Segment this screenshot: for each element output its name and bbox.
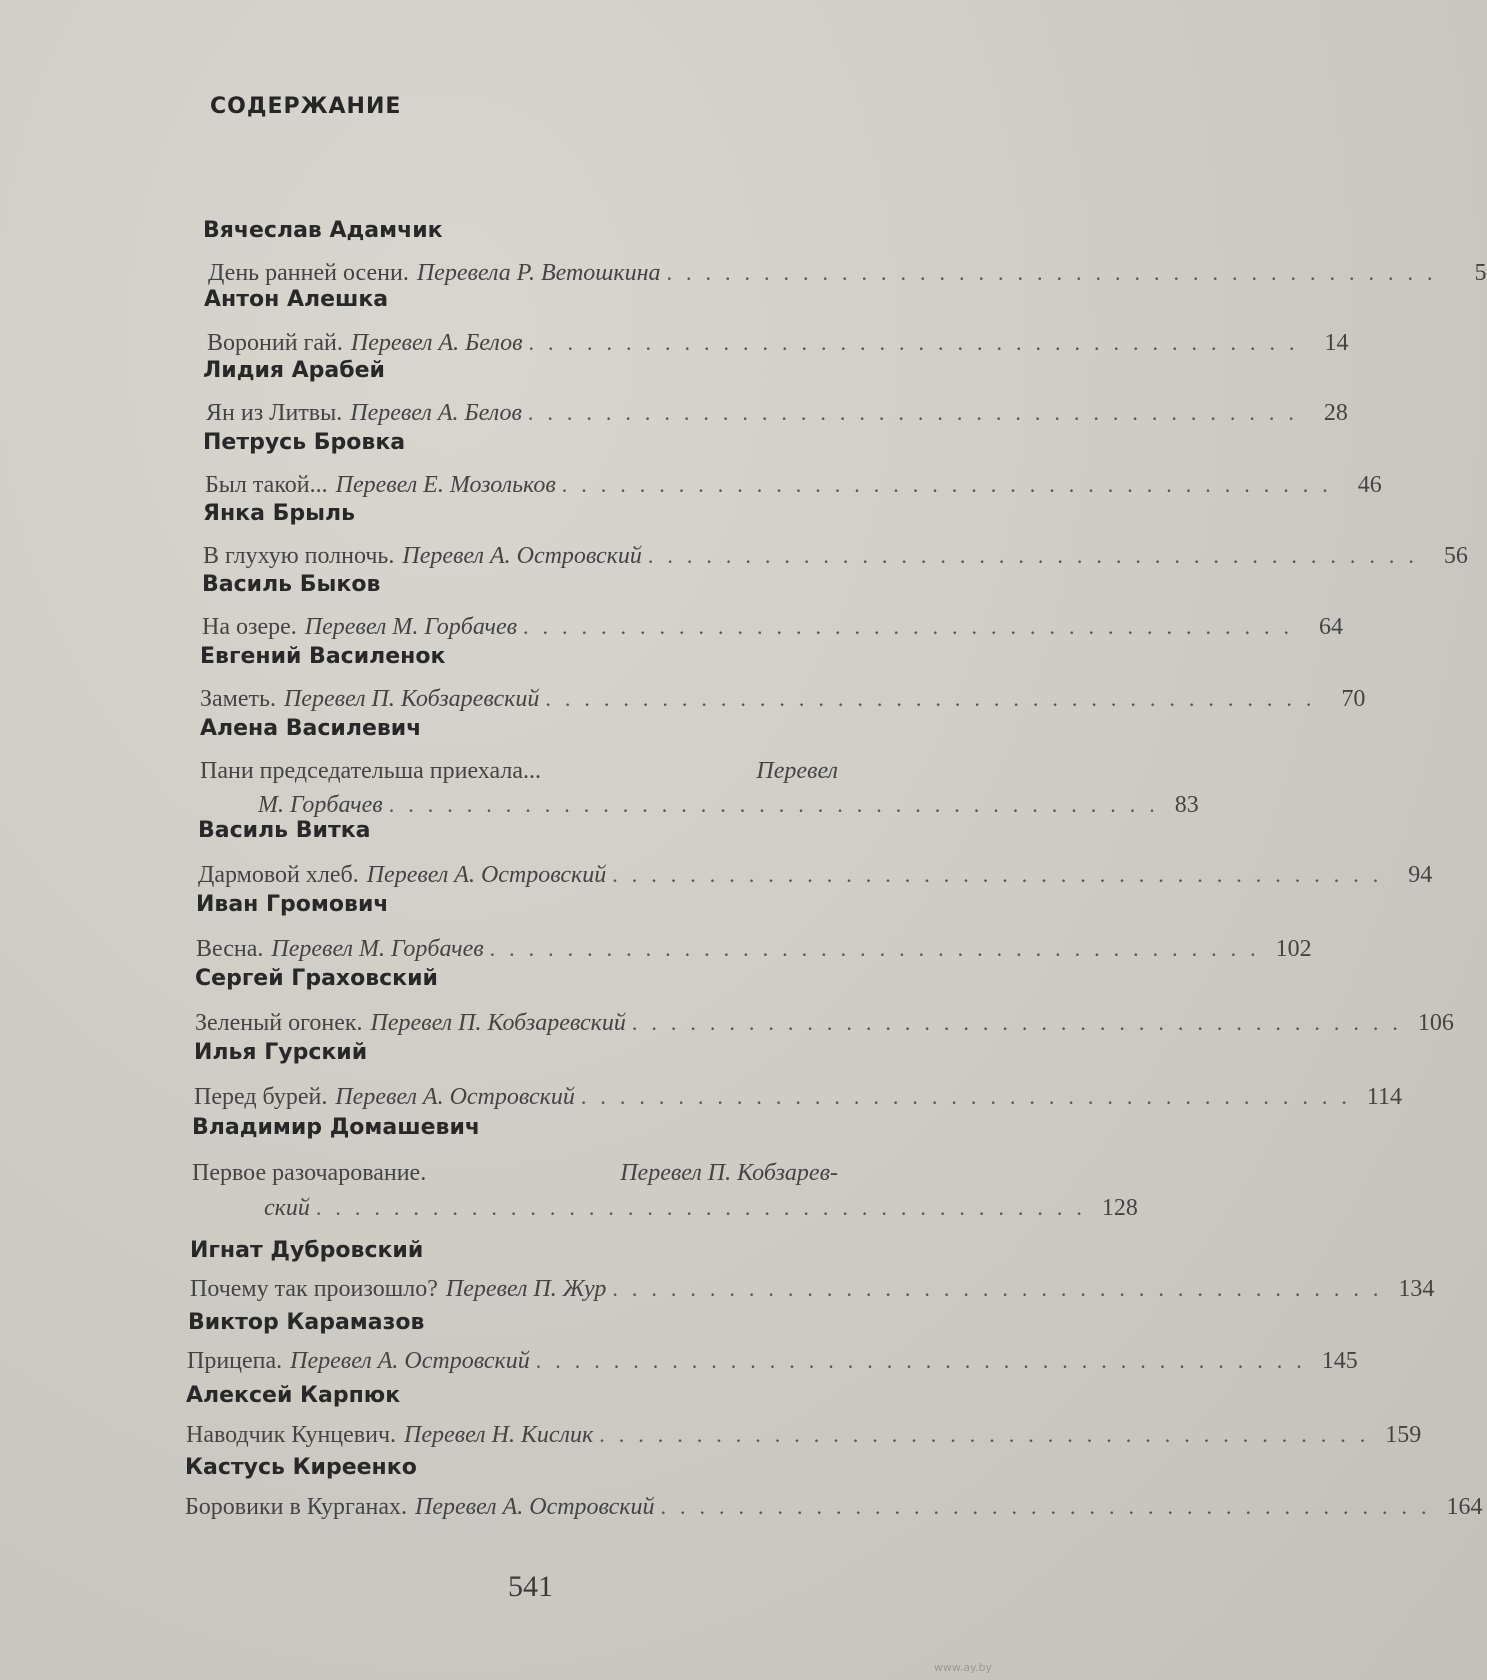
toc-author: Янка Брыль bbox=[203, 501, 356, 526]
toc-entry bbox=[208, 260, 1487, 287]
story-title: Весна. bbox=[196, 936, 264, 962]
toc-author: Василь Быков bbox=[202, 572, 381, 597]
story-title: Перед бурей. bbox=[194, 1084, 328, 1110]
page-ref: 145 bbox=[1321, 1348, 1358, 1374]
toc-entry bbox=[200, 758, 838, 785]
toc-author: Иван Громович bbox=[196, 892, 389, 917]
translator-credit: Перевел Е. Мозольков bbox=[335, 472, 556, 498]
toc-entry bbox=[187, 1348, 1358, 1375]
story-title: Прицепа. bbox=[187, 1348, 283, 1374]
page-number: 541 bbox=[508, 1570, 553, 1603]
page-ref: 102 bbox=[1275, 936, 1312, 962]
story-title: Дармовой хлеб. bbox=[198, 862, 359, 888]
watermark: www.ay.by bbox=[933, 1661, 992, 1674]
page-ref: 114 bbox=[1366, 1084, 1402, 1110]
toc-entry-continuation bbox=[258, 792, 1199, 819]
story-title: Ян из Литвы. bbox=[206, 400, 343, 426]
contents-heading: СОДЕРЖАНИЕ bbox=[210, 94, 402, 119]
translator-credit-continued: М. Горбачев bbox=[258, 792, 383, 818]
page-ref: 28 bbox=[1323, 400, 1348, 426]
page-ref: 164 bbox=[1446, 1494, 1483, 1520]
page-ref: 5 bbox=[1474, 260, 1487, 286]
translator-credit: Перевел bbox=[756, 758, 838, 784]
leader-dots: ........................................ bbox=[612, 1276, 1393, 1301]
toc-entry bbox=[198, 862, 1433, 889]
toc-author: Виктор Карамазов bbox=[188, 1310, 425, 1335]
leader-dots: ........................................ bbox=[523, 614, 1304, 639]
toc-entry bbox=[196, 936, 1312, 963]
story-title: Вороний гай. bbox=[207, 330, 343, 356]
translator-credit: Перевел А. Белов bbox=[350, 400, 522, 426]
page-ref: 64 bbox=[1319, 614, 1344, 640]
translator-credit: Перевел А. Белов bbox=[350, 330, 523, 356]
page-ref: 128 bbox=[1101, 1195, 1138, 1221]
story-title: Первое разочарование. bbox=[192, 1160, 427, 1186]
translator-credit: Перевел П. Жур bbox=[445, 1276, 607, 1302]
leader-dots: ........................................ bbox=[580, 1084, 1361, 1109]
leader-dots: ........................................ bbox=[527, 400, 1308, 425]
page-ref: 83 bbox=[1174, 792, 1199, 818]
story-title: В глухую полночь. bbox=[203, 543, 395, 569]
toc-author: Игнат Дубровский bbox=[190, 1238, 424, 1263]
leader-dots: ........................................ bbox=[647, 543, 1428, 568]
page-ref: 56 bbox=[1443, 543, 1468, 569]
page-ref: 106 bbox=[1417, 1010, 1454, 1036]
page-ref: 134 bbox=[1398, 1276, 1435, 1302]
story-title: День ранней осени. bbox=[208, 260, 409, 286]
toc-author: Алексей Карпюк bbox=[186, 1383, 401, 1408]
toc-entry bbox=[200, 686, 1366, 713]
story-title: Пани председательша приехала... bbox=[200, 758, 541, 784]
translator-credit: Перевел Н. Кислик bbox=[404, 1422, 594, 1448]
toc-entry-continuation bbox=[264, 1195, 1138, 1222]
toc-entry bbox=[190, 1276, 1435, 1303]
leader-dots: ........................................ bbox=[612, 862, 1393, 887]
leader-dots: ........................................ bbox=[535, 1348, 1316, 1373]
toc-entry bbox=[195, 1010, 1454, 1037]
toc-entry bbox=[207, 330, 1349, 357]
translator-credit: Перевел А. Островский bbox=[335, 1084, 575, 1110]
leader-dots: ........................................ bbox=[545, 686, 1326, 711]
toc-author: Вячеслав Адамчик bbox=[203, 218, 443, 243]
toc-entry bbox=[186, 1422, 1422, 1449]
toc-entry bbox=[194, 1084, 1402, 1111]
toc-author: Василь Витка bbox=[198, 818, 371, 843]
leader-dots: ........................................ bbox=[561, 472, 1342, 497]
toc-entry bbox=[205, 472, 1382, 499]
translator-credit-continued: ский bbox=[264, 1195, 310, 1221]
toc-author: Илья Гурский bbox=[194, 1040, 368, 1065]
story-title: Заметь. bbox=[200, 686, 276, 712]
page-ref: 14 bbox=[1324, 330, 1349, 356]
translator-credit: Перевел М. Горбачев bbox=[271, 936, 484, 962]
toc-author: Сергей Граховский bbox=[195, 966, 438, 991]
toc-entry bbox=[203, 543, 1468, 570]
leader-dots: ........................................ bbox=[489, 936, 1270, 961]
translator-credit: Перевел П. Кобзаревский bbox=[283, 686, 540, 712]
translator-credit: Перевел А. Островский bbox=[402, 543, 642, 569]
leader-dots: ........................................ bbox=[599, 1422, 1380, 1447]
translator-credit: Перевел А. Островский bbox=[290, 1348, 530, 1374]
story-title: Почему так произошло? bbox=[190, 1276, 438, 1302]
toc-author: Владимир Домашевич bbox=[192, 1115, 480, 1140]
translator-credit: Перевела Р. Ветошкина bbox=[416, 260, 661, 286]
translator-credit: Перевел П. Кобзаревский bbox=[370, 1010, 626, 1036]
toc-author: Петрусь Бровка bbox=[203, 430, 406, 455]
translator-credit: Перевел П. Кобзарев- bbox=[620, 1160, 838, 1186]
toc-author: Евгений Василенок bbox=[200, 644, 446, 669]
story-title: Зеленый огонек. bbox=[195, 1010, 363, 1036]
story-title: На озере. bbox=[202, 614, 297, 640]
toc-entry bbox=[192, 1160, 838, 1187]
translator-credit: Перевел М. Горбачев bbox=[304, 614, 518, 640]
page-ref: 70 bbox=[1341, 686, 1366, 712]
leader-dots: ........................................ bbox=[631, 1010, 1412, 1035]
leader-dots: ........................................ bbox=[666, 260, 1447, 285]
toc-author: Антон Алешка bbox=[204, 287, 389, 312]
translator-credit: Перевел А. Островский bbox=[366, 862, 607, 888]
page-ref: 46 bbox=[1357, 472, 1382, 498]
leader-dots: ........................................ bbox=[660, 1494, 1441, 1519]
toc-author: Алена Василевич bbox=[200, 716, 422, 741]
translator-credit: Перевел А. Островский bbox=[415, 1494, 655, 1520]
toc-entry bbox=[202, 614, 1344, 641]
page-ref: 159 bbox=[1385, 1422, 1422, 1448]
toc-author: Лидия Арабей bbox=[203, 358, 385, 383]
toc-author: Кастусь Киреенко bbox=[185, 1455, 417, 1480]
leader-dots: ........................................ bbox=[388, 792, 1169, 817]
leader-dots: ........................................ bbox=[315, 1195, 1096, 1220]
leader-dots: ........................................ bbox=[528, 330, 1309, 355]
story-title: Наводчик Кунцевич. bbox=[186, 1422, 397, 1448]
story-title: Боровики в Курганах. bbox=[185, 1494, 407, 1520]
page-ref: 94 bbox=[1408, 862, 1433, 888]
toc-entry bbox=[206, 400, 1348, 427]
toc-entry bbox=[185, 1494, 1483, 1521]
story-title: Был такой... bbox=[205, 472, 328, 498]
